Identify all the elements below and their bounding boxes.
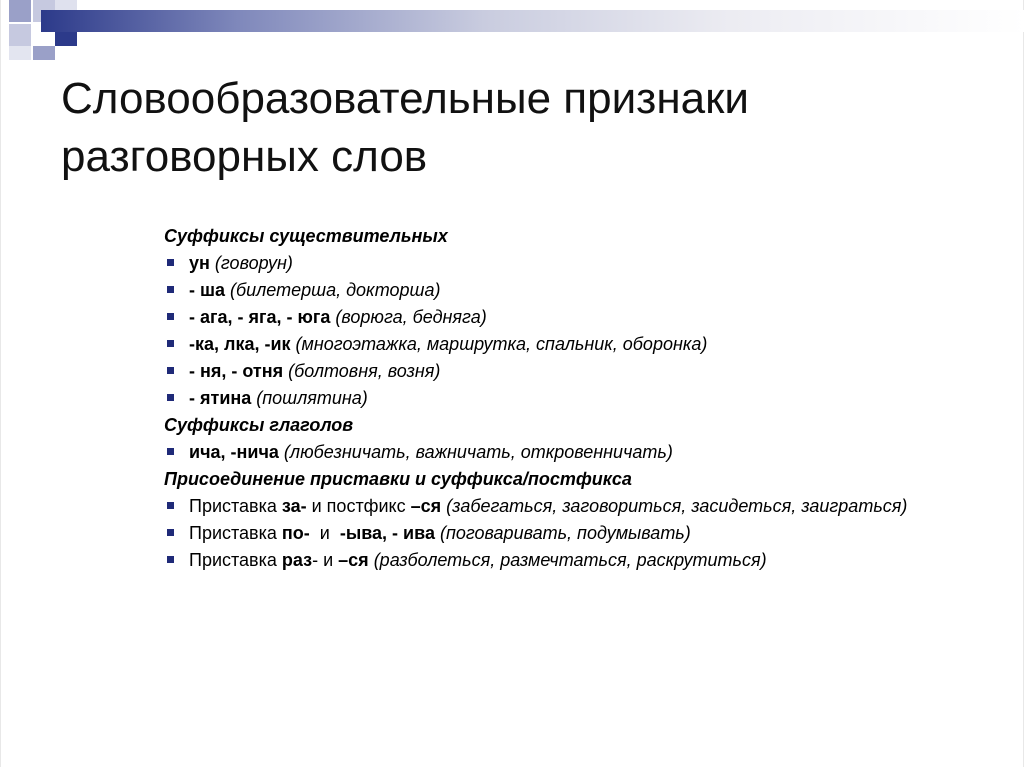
- square-bullet-icon: [167, 556, 174, 563]
- plain-text: Приставка: [189, 550, 282, 570]
- example-text: (ворюга, бедняга): [330, 307, 487, 327]
- list-item: [164, 520, 984, 547]
- list-item: [164, 250, 984, 277]
- list-item: [164, 358, 984, 385]
- suffix-text: - ага, - яга, - юга: [189, 307, 331, 327]
- plain-text: - и: [312, 550, 339, 570]
- list-item: [164, 277, 984, 304]
- example-text: (болтовня, возня): [283, 361, 441, 381]
- list-item: [164, 385, 984, 412]
- suffix-text: -ка, лка, -ик: [189, 334, 291, 354]
- list-item: [164, 331, 984, 358]
- square-bullet-icon: [167, 394, 174, 401]
- square-bullet-icon: [167, 529, 174, 536]
- square-bullet-icon: [167, 502, 174, 509]
- suffix-text: - ня, - отня: [189, 361, 284, 381]
- example-text: (билетерша, докторша): [225, 280, 441, 300]
- suffix-text: ун: [189, 253, 210, 273]
- decor-square: [9, 0, 31, 22]
- slide-title: Словообразовательные признаки разговорных слов: [61, 74, 749, 181]
- section-heading: Присоединение приставки и суффикса/постфикса: [164, 469, 632, 489]
- list-item: [164, 547, 984, 574]
- plain-text: Приставка: [189, 496, 282, 516]
- example-text: (разболеться, размечтаться, раскрутиться): [368, 550, 767, 570]
- list-item: [164, 304, 984, 331]
- prefix-text: по-: [281, 523, 310, 543]
- header-gradient-bar: [41, 10, 1024, 32]
- suffix-text: ича, -нича: [189, 442, 279, 462]
- square-bullet-icon: [167, 340, 174, 347]
- suffix-text: - ша: [189, 280, 226, 300]
- bullet-list: [164, 493, 984, 574]
- plain-text: Приставка: [189, 523, 282, 543]
- slide-content: [164, 223, 984, 574]
- suffix-text: - ятина: [189, 388, 252, 408]
- example-text: (пошлятина): [251, 388, 368, 408]
- prefix-text: раз: [281, 550, 313, 570]
- list-item: [164, 439, 984, 466]
- decor-square: [33, 46, 55, 60]
- square-bullet-icon: [167, 259, 174, 266]
- square-bullet-icon: [167, 313, 174, 320]
- example-text: (многоэтажка, маршрутка, спальник, оборонка): [290, 334, 708, 354]
- example-text: (поговаривать, подумывать): [434, 523, 691, 543]
- decor-square: [9, 46, 31, 60]
- bullet-list: [164, 439, 984, 466]
- suffix-text: -ыва, - ива: [339, 523, 435, 543]
- plain-text: и: [309, 523, 340, 543]
- decor-square: [9, 24, 31, 46]
- example-text: (говорун): [209, 253, 293, 273]
- section-heading: Суффиксы существительных: [164, 226, 448, 246]
- prefix-text: за-: [281, 496, 307, 516]
- postfix-text: –ся: [410, 496, 442, 516]
- example-text: (любезничать, важничать, откровенничать): [278, 442, 673, 462]
- example-text: (забегаться, заговориться, засидеться, заиграться): [441, 496, 908, 516]
- list-item: [164, 493, 984, 520]
- section-heading: Суффиксы глаголов: [164, 415, 354, 435]
- square-bullet-icon: [167, 448, 174, 455]
- decor-square: [55, 0, 77, 10]
- square-bullet-icon: [167, 286, 174, 293]
- plain-text: и постфикс: [306, 496, 411, 516]
- square-bullet-icon: [167, 367, 174, 374]
- bullet-list: [164, 250, 984, 412]
- postfix-text: –ся: [338, 550, 369, 570]
